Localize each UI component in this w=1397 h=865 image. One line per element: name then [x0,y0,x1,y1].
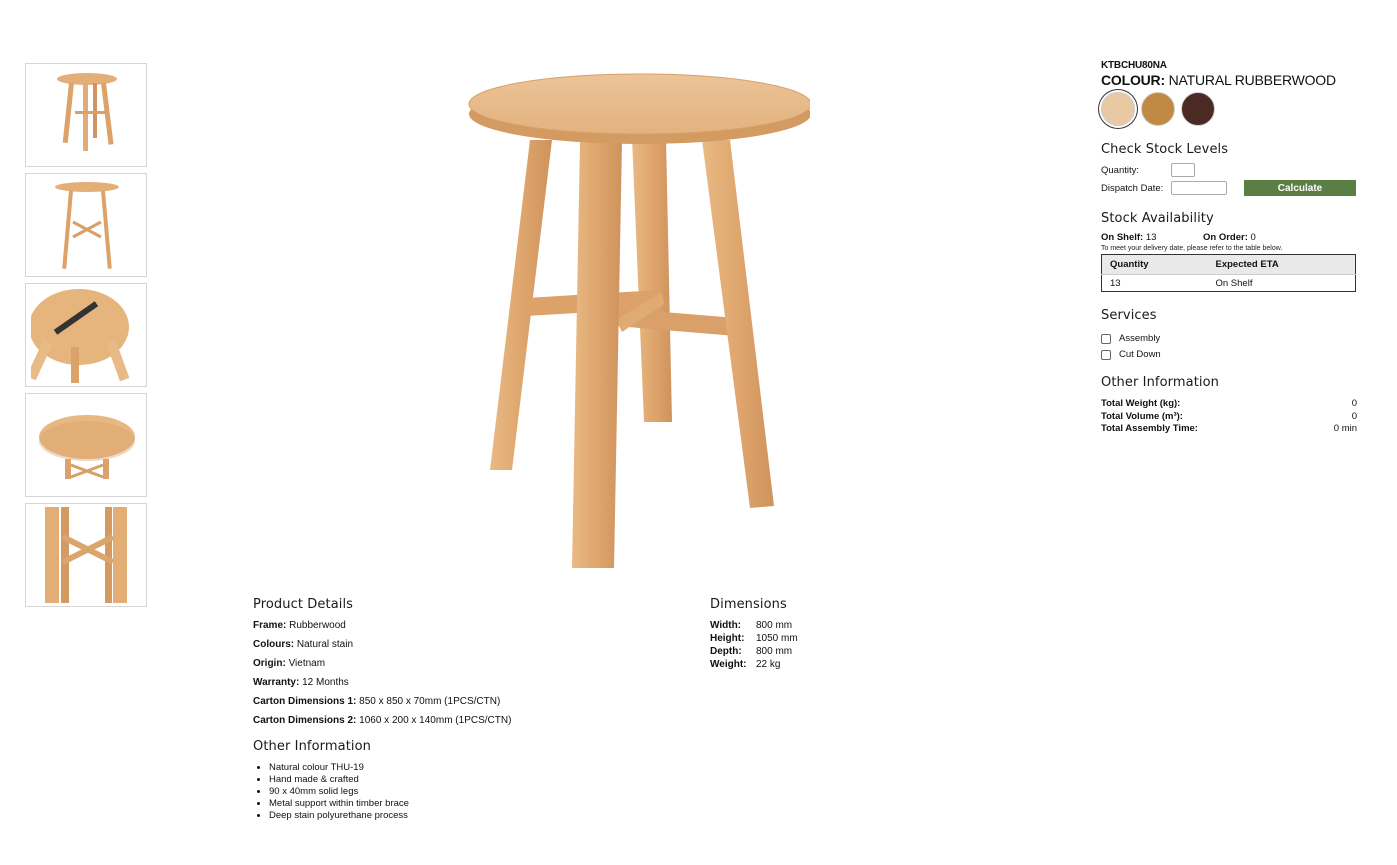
thumbnail-5[interactable] [25,503,147,607]
dispatch-date-input[interactable] [1171,181,1227,195]
total-value: 0 [1351,398,1357,409]
service-cut-down[interactable] [1101,349,1357,360]
on-order-value: 0 [1250,232,1256,243]
on-shelf [1101,232,1203,243]
total-assembly-row [1101,423,1357,436]
detail-frame [253,620,693,631]
table-header-row [1102,255,1356,275]
cut-down-checkbox[interactable] [1101,350,1111,360]
detail-label: Carton Dimensions 1: [253,696,357,707]
list-item: • Natural colour THU-19 [269,762,693,774]
detail-label: Warranty: [253,677,300,688]
detail-label: Origin: [253,658,286,669]
totals-list [1101,398,1357,436]
detail-value: Natural stain [296,639,354,650]
check-stock-title: Check Stock Levels [1101,142,1229,157]
detail-label: Carton Dimensions 2: [253,715,357,726]
table-cell: 13 [1102,275,1208,292]
dimensions-title: Dimensions [710,597,787,612]
assembly-checkbox[interactable] [1101,334,1111,344]
dim-value: 1050 mm [756,633,798,644]
dim-label: Height: [710,633,745,644]
table-row [710,632,798,645]
total-label: Total Assembly Time: [1101,423,1198,434]
colour-label: COLOUR: [1101,72,1165,88]
main-product-image [440,60,810,575]
thumbnail-3[interactable] [25,283,147,387]
colour-line [1101,72,1357,88]
total-label: Total Weight (kg): [1101,398,1181,409]
quantity-label: Quantity: [1101,164,1140,176]
detail-value: 1060 x 200 x 140mm (1PCS/CTN) [359,715,512,726]
dim-value: 800 mm [756,646,793,657]
detail-label: Colours: [253,639,295,650]
list-item: • 90 x 40mm solid legs [269,786,693,798]
total-value: 0 [1351,410,1357,422]
stock-availability-title: Stock Availability [1101,211,1214,226]
quantity-input[interactable] [1171,163,1195,177]
calculate-button[interactable]: Calculate [1244,180,1356,196]
thumbnail-1[interactable] [25,63,147,167]
swatch-natural[interactable] [1101,92,1135,126]
swatch-walnut[interactable] [1181,92,1215,126]
detail-value: Rubberwood [289,620,346,631]
delivery-note: To meet your delivery date, please refer to the table below. [1101,245,1283,252]
dim-label: Width: [710,620,742,631]
detail-value: 850 x 850 x 70mm (1PCS/CTN) [359,696,501,707]
list-item: • Metal support within timber brace [269,798,693,810]
list-item: • Hand made & crafted [269,774,693,786]
table-cell: On Shelf [1208,275,1356,292]
total-volume-row [1101,411,1357,424]
dim-value: 800 mm [756,620,793,631]
detail-value: Vietnam [288,658,326,669]
detail-label: Frame: [253,620,287,631]
product-sku: KTBCHU80NA [1101,60,1167,71]
dimensions-section [710,597,910,671]
stock-eta-table [1101,254,1356,292]
detail-origin [253,658,693,669]
dim-value: 22 kg [756,659,781,670]
service-label: Assembly [1119,333,1161,344]
table-row [710,645,798,658]
colour-swatches [1101,92,1357,126]
colour-value: NATURAL RUBBERWOOD [1168,72,1336,88]
service-label: Cut Down [1119,349,1161,360]
table-row [710,619,798,632]
on-shelf-value: 13 [1145,232,1157,243]
table-row [710,658,798,671]
quantity-row [1101,163,1357,177]
product-details-title: Product Details [253,597,354,612]
dim-label: Weight: [710,659,747,670]
list-item: • Deep stain polyurethane process [269,810,693,822]
on-shelf-label: On Shelf: [1101,232,1144,243]
panel-other-information-title: Other Information [1101,375,1219,390]
services-title: Services [1101,308,1157,323]
thumbnail-list [25,63,147,613]
on-order [1203,232,1305,243]
stock-summary [1101,232,1357,243]
purchase-panel [1101,60,1357,436]
table-row [1102,275,1356,292]
other-information-title: Other Information [253,739,371,754]
feature-list [253,762,693,822]
detail-colours [253,639,693,650]
on-order-label: On Order: [1203,232,1248,243]
total-value: 0 min [1333,423,1357,434]
detail-carton-2 [253,715,693,726]
other-information-section [253,739,693,822]
thumbnail-4[interactable] [25,393,147,497]
detail-warranty [253,677,693,688]
dimensions-table [710,619,798,671]
total-weight-row [1101,398,1357,411]
product-details-section [253,597,693,726]
dispatch-date-label: Dispatch Date: [1101,182,1164,194]
column-header: Expected ETA [1208,255,1356,275]
thumbnail-2[interactable] [25,173,147,277]
dispatch-row [1101,181,1357,195]
total-label: Total Volume (m³): [1101,410,1183,422]
detail-value: 12 Months [302,677,349,688]
swatch-light-oak[interactable] [1141,92,1175,126]
detail-carton-1 [253,696,693,707]
dim-label: Depth: [710,646,742,657]
service-assembly[interactable] [1101,333,1357,344]
column-header: Quantity [1102,255,1208,275]
